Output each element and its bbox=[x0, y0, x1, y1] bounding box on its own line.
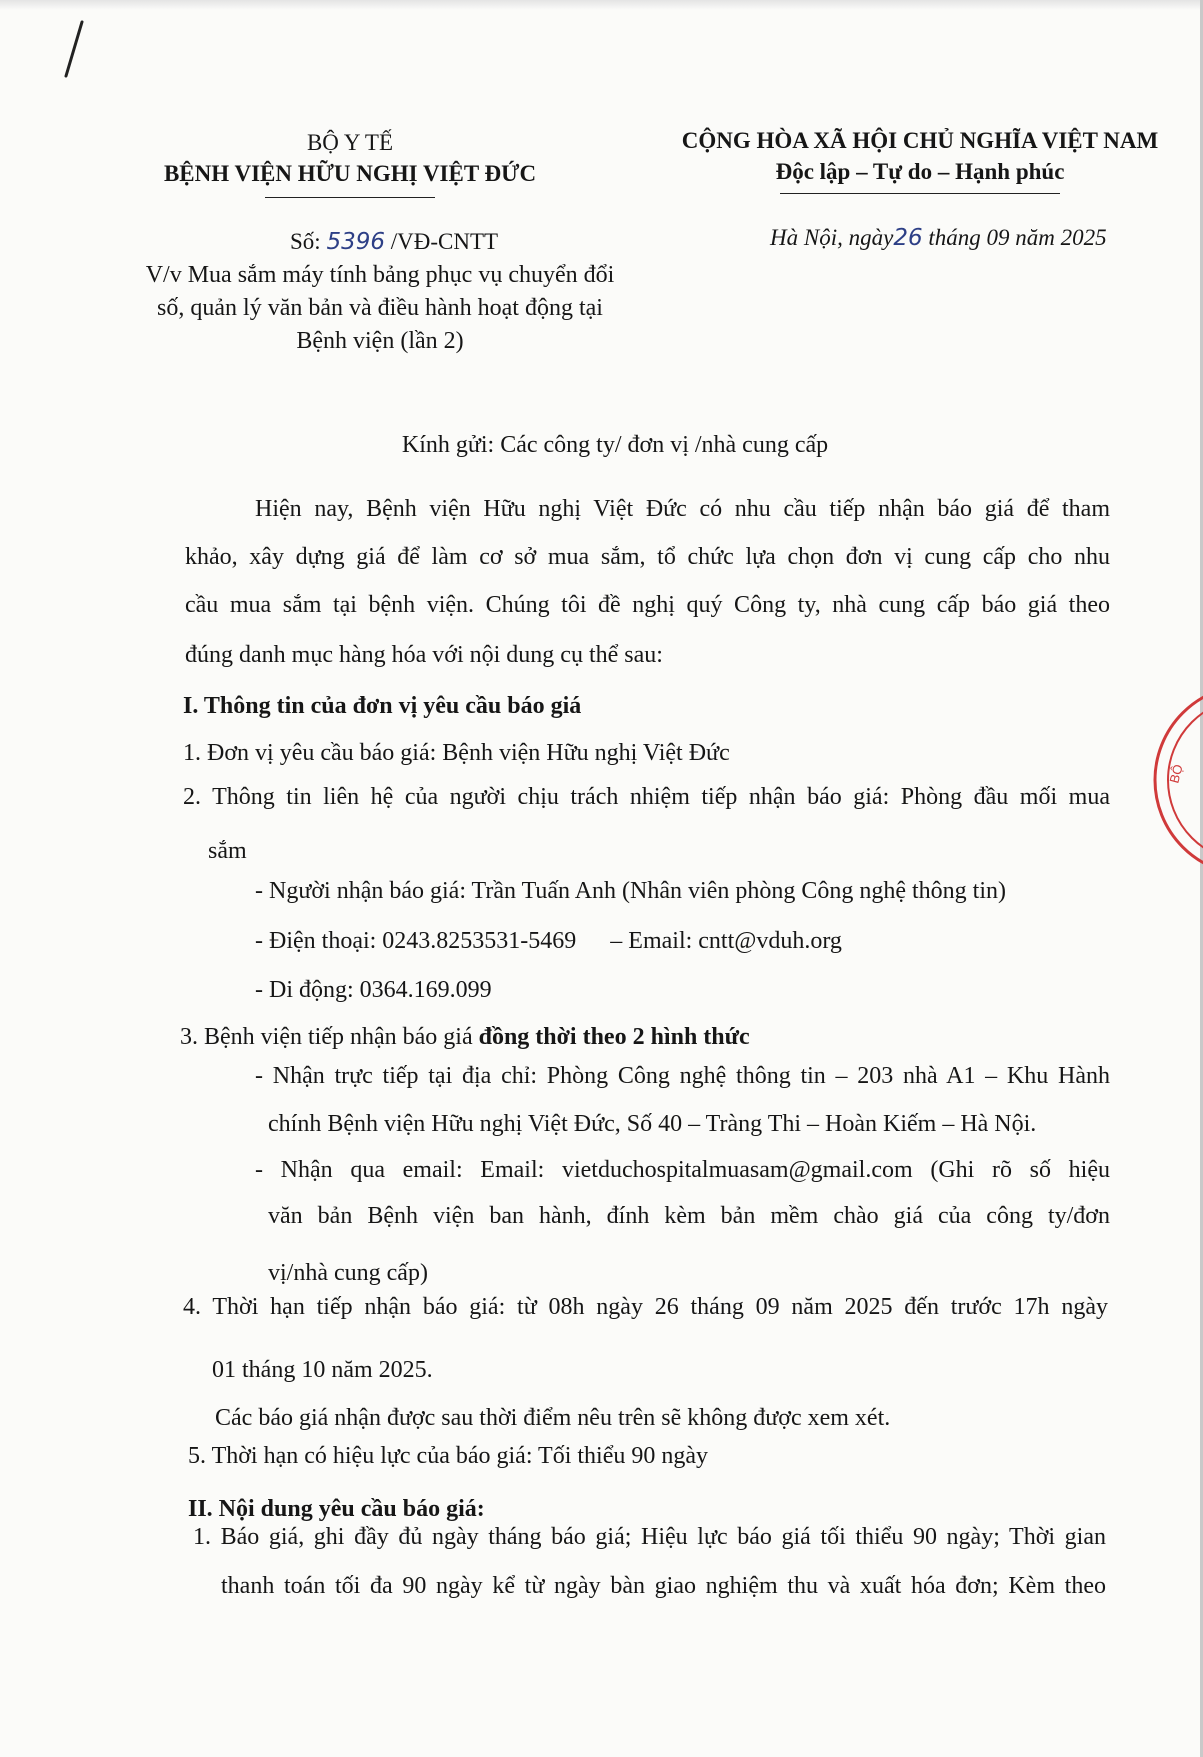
contact-mobile: - Di động: 0364.169.099 bbox=[255, 977, 492, 1003]
intro-line-2: khảo, xây dựng giá để làm cơ sở mua sắm, tổ chức lựa chọn đơn vị cung cấp cho nhu bbox=[185, 544, 1110, 570]
method-direct-line-1: - Nhận trực tiếp tại địa chỉ: Phòng Công nghệ thông tin – 203 nhà A1 – Khu Hành bbox=[255, 1063, 1110, 1089]
svg-text:BỘ: BỘ bbox=[1166, 762, 1186, 785]
section-2-heading: II. Nội dung yêu cầu báo giá: bbox=[188, 1496, 485, 1522]
subject-line-3: Bệnh viện (lần 2) bbox=[296, 328, 464, 354]
method-email-line-2: văn bản Bệnh viện ban hành, đính kèm bản mềm chào giá của công ty/đơn bbox=[268, 1203, 1110, 1229]
intro-line-1: Hiện nay, Bệnh viện Hữu nghị Việt Đức có nhu cầu tiếp nhận báo giá để tham bbox=[255, 496, 1110, 522]
item-1-3 bbox=[180, 1024, 750, 1051]
item-1-3-prefix: 3. Bệnh viện tiếp nhận báo giá bbox=[180, 1024, 479, 1050]
date-suffix: tháng 09 năm 2025 bbox=[928, 225, 1107, 250]
method-direct-line-2: chính Bệnh viện Hữu nghị Việt Đức, Số 40 – Tràng Thi – Hoàn Kiếm – Hà Nội. bbox=[268, 1111, 1037, 1137]
country-name: CỘNG HÒA XÃ HỘI CHỦ NGHĨA VIỆT NAM bbox=[681, 128, 1159, 153]
item-1-1: 1. Đơn vị yêu cầu báo giá: Bệnh viện Hữu nghị Việt Đức bbox=[183, 740, 730, 766]
number-handwritten: 5396 bbox=[326, 229, 385, 255]
contact-email-text: – Email: cntt@vduh.org bbox=[610, 928, 842, 954]
scan-top-shade bbox=[0, 0, 1203, 10]
ministry-name: BỘ Y TẾ bbox=[306, 130, 394, 155]
intro-line-4: đúng danh mục hàng hóa với nội dung cụ thể sau: bbox=[185, 642, 663, 668]
subject-line-2: số, quản lý văn bản và điều hành hoạt động tại bbox=[157, 295, 603, 321]
national-motto: Độc lập – Tự do – Hạnh phúc bbox=[775, 159, 1065, 184]
subject-line-1: V/v Mua sắm máy tính bảng phục vụ chuyển đổi bbox=[145, 262, 615, 288]
contact-receiver: - Người nhận báo giá: Trần Tuấn Anh (Nhân viên phòng Công nghệ thông tin) bbox=[255, 878, 1007, 904]
date-prefix: Hà Nội, ngày bbox=[770, 225, 894, 250]
method-email-line-1: - Nhận qua email: Email: vietduchospitalmuasam@gmail.com (Ghi rõ số hiệu bbox=[255, 1157, 1110, 1183]
item-1-5: 5. Thời hạn có hiệu lực của báo giá: Tối thiểu 90 ngày bbox=[188, 1443, 709, 1469]
document-date bbox=[770, 225, 1107, 251]
section-2-item-1-line-2: thanh toán tối đa 90 ngày kể từ ngày bàn giao nghiệm thu và xuất hóa đơn; Kèm theo bbox=[221, 1573, 1106, 1599]
left-header-rule bbox=[265, 197, 435, 198]
item-1-2-line-1: 2. Thông tin liên hệ của người chịu trách nhiệm tiếp nhận báo giá: Phòng đầu mối mua bbox=[183, 784, 1110, 810]
document-number bbox=[290, 229, 498, 255]
item-1-4-note: Các báo giá nhận được sau thời điểm nêu trên sẽ không được xem xét. bbox=[215, 1405, 891, 1431]
number-suffix: /VĐ-CNTT bbox=[390, 229, 499, 254]
handwritten-mark bbox=[58, 18, 88, 80]
item-1-4-line-1: 4. Thời hạn tiếp nhận báo giá: từ 08h ngày 26 tháng 09 năm 2025 đến trước 17h ngày bbox=[183, 1294, 1108, 1320]
intro-line-3: cầu mua sắm tại bệnh viện. Chúng tôi đề nghị quý Công ty, nhà cung cấp báo giá theo bbox=[185, 592, 1110, 618]
right-header-rule bbox=[780, 193, 1060, 194]
section-1-heading: I. Thông tin của đơn vị yêu cầu báo giá bbox=[183, 693, 582, 719]
contact-phone-text: - Điện thoại: 0243.8253531-5469 bbox=[255, 928, 577, 954]
item-1-4-line-2: 01 tháng 10 năm 2025. bbox=[212, 1357, 433, 1383]
item-1-2-line-2: sắm bbox=[208, 838, 247, 864]
section-2-item-1-line-1: 1. Báo giá, ghi đầy đủ ngày tháng báo giá; Hiệu lực báo giá tối thiểu 90 ngày; Thời gian bbox=[193, 1524, 1106, 1550]
method-email-line-3: vị/nhà cung cấp) bbox=[268, 1260, 428, 1286]
contact-phone bbox=[255, 928, 842, 955]
item-1-3-bold: đồng thời theo 2 hình thức bbox=[478, 1024, 750, 1050]
number-prefix: Số: bbox=[290, 229, 321, 254]
official-seal bbox=[1150, 680, 1203, 880]
recipient-line: Kính gửi: Các công ty/ đơn vị /nhà cung cấp bbox=[401, 432, 829, 458]
date-day-handwritten: 26 bbox=[893, 225, 923, 251]
hospital-name: BỆNH VIỆN HỮU NGHỊ VIỆT ĐỨC bbox=[163, 161, 537, 186]
